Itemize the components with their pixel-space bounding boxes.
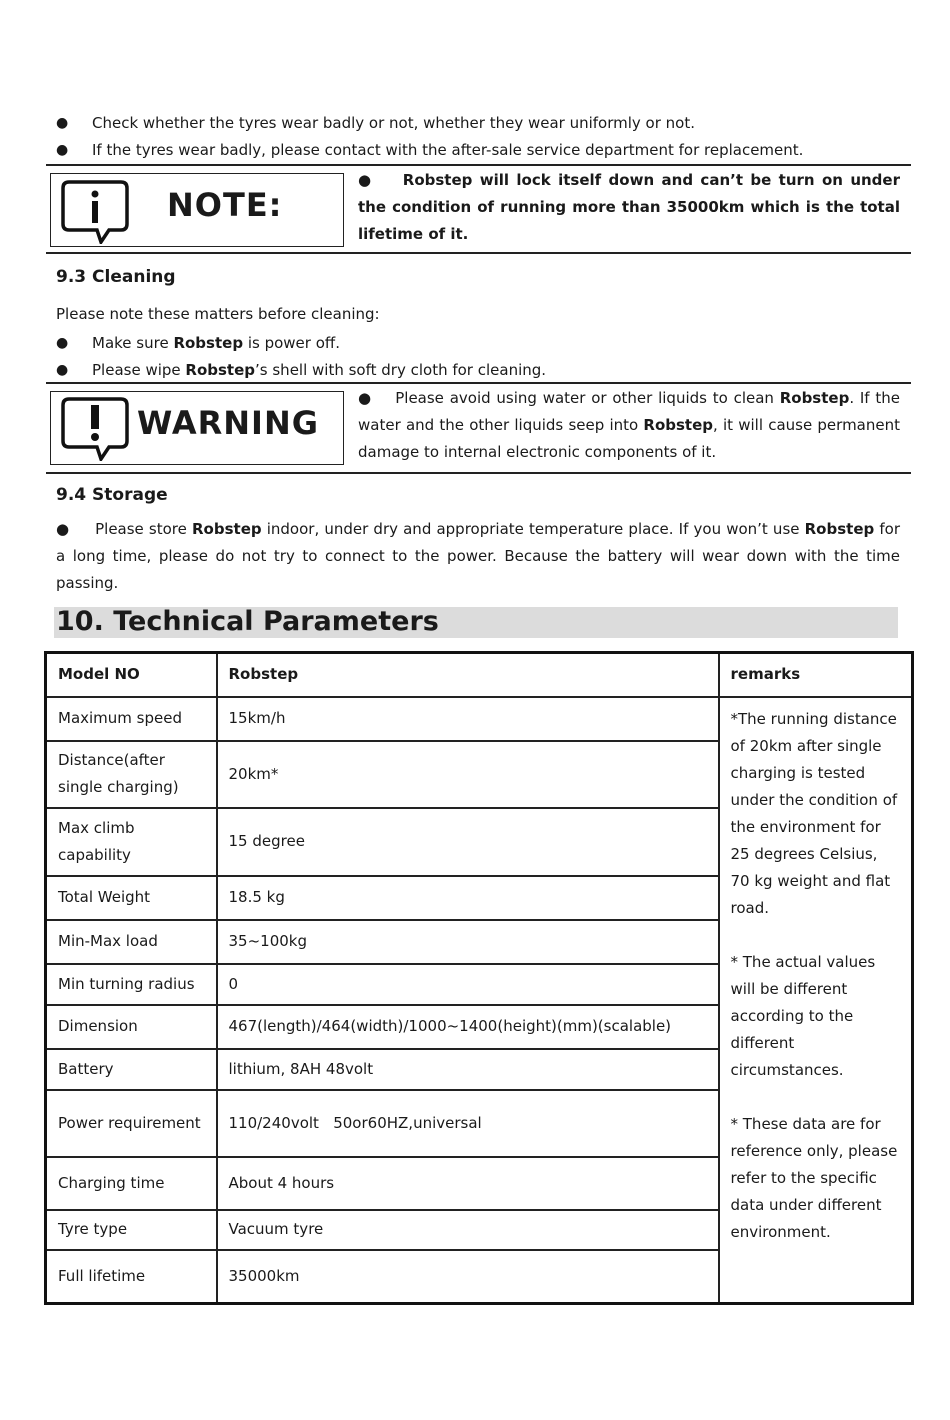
bullet-icon: ●	[358, 389, 396, 407]
divider	[46, 382, 911, 384]
warning-label: WARNING	[137, 404, 319, 442]
bullet-icon: ●	[56, 335, 69, 351]
header-cell: remarks	[719, 653, 913, 697]
bullet-icon: ●	[56, 362, 69, 378]
section-heading: 9.3 Cleaning	[56, 267, 176, 287]
spec-table	[44, 651, 914, 1305]
table-row: Min turning radius 0	[46, 964, 913, 1005]
warning-text: ● Please avoid using water or other liquids to clean Robstep. If the water and the other liquids seep into Robstep, it will cause permanent damage to internal electronic components of it.	[358, 389, 900, 461]
section-heading: 9.4 Storage	[56, 485, 168, 505]
table-row: Min-Max load 35~100kg	[46, 920, 913, 964]
info-speech-bubble-icon	[61, 178, 133, 244]
note-text: ● Robstep will lock itself down and can’t be turn on under the condition of running more than 35000km which is the total lifetime of it.	[358, 171, 900, 243]
bullet-icon: ●	[358, 171, 403, 189]
storage-paragraph: ● Please store Robstep indoor, under dry and appropriate temperature place. If you won’t use Robstep for a long time, please do not try to connect to the power. Because the battery will wear down with the time passing.	[56, 520, 900, 592]
bullet-icon: ●	[56, 520, 96, 538]
table-row: Dimension 467(length)/464(width)/1000~1400(height)(mm)(scalable)	[46, 1005, 913, 1049]
header-cell: Robstep	[217, 653, 719, 697]
table-row: Max climb capability 15 degree	[46, 808, 913, 876]
divider	[46, 472, 911, 474]
table-row: Power requirement 110/240volt 50or60HZ,universal	[46, 1090, 913, 1157]
table-row: Maximum speed 15km/h *The running distance of 20km after single charging is tested under the condition of the environment for 25 degrees Celsius, 70 kg weight and flat road. * The actual values will be different according to the different circumstances. * These data are for reference only, please refer to the specific data under different environment.	[46, 697, 913, 741]
section-title-bar	[54, 607, 898, 638]
note-label: NOTE:	[167, 186, 283, 224]
table-row: Total Weight 18.5 kg	[46, 876, 913, 920]
header-cell: Model NO	[46, 653, 217, 697]
table-header-row	[46, 653, 913, 697]
paragraph: Please note these matters before cleaning:	[56, 305, 380, 323]
table-row: Distance(after single charging) 20km*	[46, 741, 913, 808]
table-row: Charging time About 4 hours	[46, 1157, 913, 1210]
divider	[46, 164, 911, 166]
divider	[46, 252, 911, 254]
warning-box	[50, 391, 344, 465]
exclamation-speech-bubble-icon	[61, 395, 133, 461]
table-row: Full lifetime 35000km	[46, 1250, 913, 1304]
table-row: Battery lithium, 8AH 48volt	[46, 1049, 913, 1090]
table-row: Tyre type Vacuum tyre	[46, 1210, 913, 1250]
remarks-cell: *The running distance of 20km after single charging is tested under the condition of the environment for 25 degrees Celsius, 70 kg weight and flat road. * The actual values will be different according to the different circumstances. * These data are for reference only, please refer to the specific data under different environment.	[719, 697, 913, 1304]
note-box	[50, 173, 344, 247]
bullet-icon: ●	[56, 115, 69, 131]
bullet-icon: ●	[56, 142, 69, 158]
page-title: 10. Technical Parameters	[56, 606, 439, 637]
